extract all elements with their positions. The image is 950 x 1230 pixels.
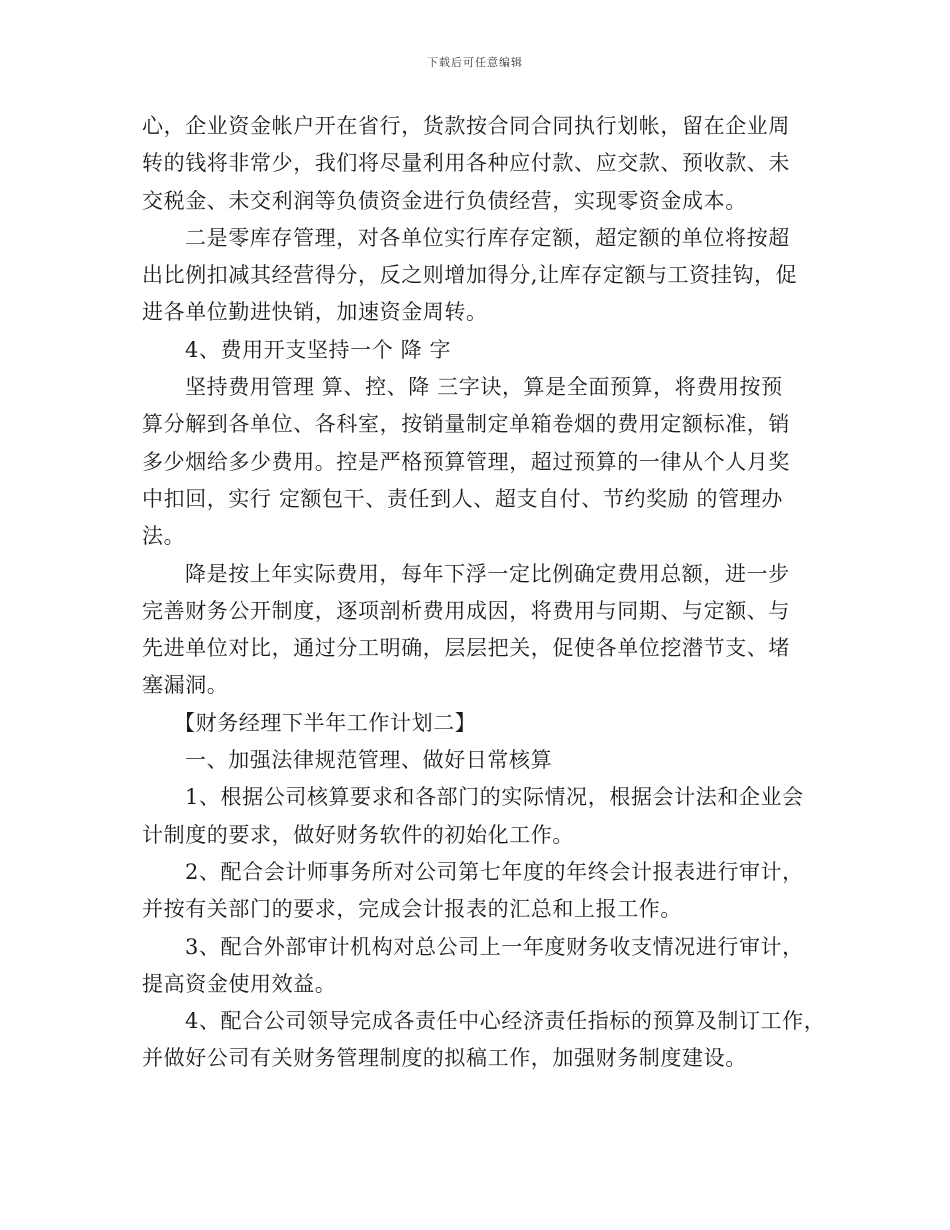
text-line: 坚持费用管理 算、控、降 三字诀，算是全面预算，将费用按预 xyxy=(185,375,783,400)
text-line: 计制度的要求，做好财务软件的初始化工作。 xyxy=(142,822,574,847)
text-line: 塞漏洞。 xyxy=(142,673,229,698)
text-line: 交税金、未交利润等负债资金进行负债经营，实现零资金成本。 xyxy=(142,188,747,213)
text-line: 心，企业资金帐户开在省行，货款按合同合同执行划帐，留在企业周 xyxy=(142,114,790,138)
text-line: 2、配合会计师事务所对公司第七年度的年终会计报表进行审计， xyxy=(185,859,804,884)
text-line: 【财务经理下半年工作计划二】 xyxy=(174,710,477,735)
text-line: 4、费用开支坚持一个 降 字 xyxy=(185,337,452,362)
text-line: 多少烟给多少费用。控是严格预算管理，超过预算的一律从个人月奖 xyxy=(142,449,790,474)
text-line: 一、加强法律规范管理、做好日常核算 xyxy=(185,748,553,773)
text-line: 法。 xyxy=(142,524,186,549)
text-line: 并按有关部门的要求，完成会计报表的汇总和上报工作。 xyxy=(142,897,682,922)
text-line: 4、配合公司领导完成各责任中心经济责任指标的预算及制订工作， xyxy=(185,1009,826,1034)
text-line: 出比例扣减其经营得分，反之则增加得分,让库存定额与工资挂钩，促 xyxy=(142,263,798,288)
text-line: 提高资金使用效益。 xyxy=(142,971,337,996)
text-line: 1、根据公司核算要求和各部门的实际情况，根据会计法和企业会 xyxy=(185,785,804,810)
text-line: 3、配合外部审计机构对总公司上一年度财务收支情况进行审计， xyxy=(185,934,804,959)
document-body xyxy=(142,108,826,1078)
text-line: 转的钱将非常少，我们将尽量利用各种应付款、应交款、预收款、未 xyxy=(142,151,790,176)
text-line: 二是零库存管理，对各单位实行库存定额，超定额的单位将按超 xyxy=(185,225,790,250)
text-line: 降是按上年实际费用，每年下浮一定比例确定费用总额，进一步 xyxy=(185,561,790,586)
text-line: 中扣回，实行 定额包干、责任到人、超支自付、节约奖励 的管理办 xyxy=(142,486,783,511)
text-line: 并做好公司有关财务管理制度的拟稿工作，加强财务制度建设。 xyxy=(142,1046,747,1071)
text-line: 进各单位勤进快销，加速资金周转。 xyxy=(142,300,488,325)
page-header: 下载后可任意编辑 xyxy=(427,56,523,69)
text-line: 算分解到各单位、各科室，按销量制定单箱卷烟的费用定额标准，销 xyxy=(142,412,790,437)
text-line: 完善财务公开制度，逐项剖析费用成因，将费用与同期、与定额、与 xyxy=(142,598,790,623)
text-line: 先进单位对比，通过分工明确，层层把关，促使各单位挖潜节支、堵 xyxy=(142,636,790,661)
